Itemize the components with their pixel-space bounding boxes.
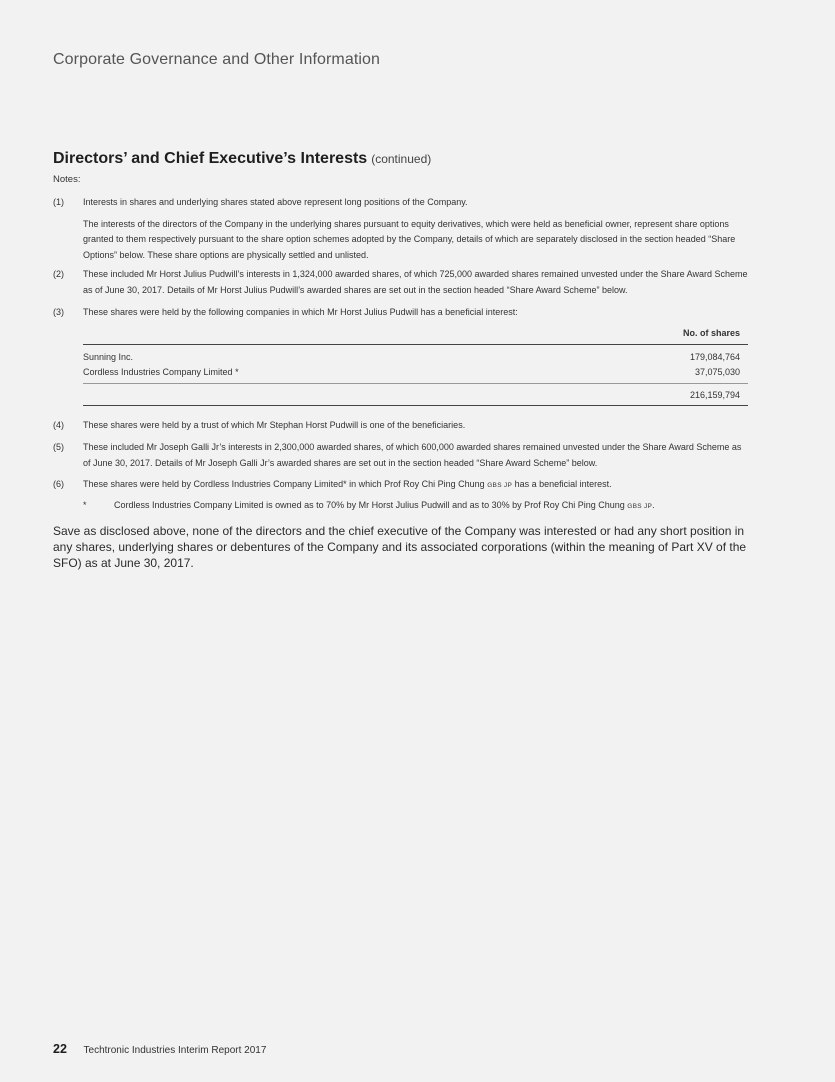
- note-paragraph: Interests in shares and underlying shares stated above represent long positions of the Company.: [83, 197, 468, 207]
- share-count: 179,084,764: [689, 352, 740, 362]
- table-row: [83, 350, 748, 365]
- note-paragraph: These included Mr Joseph Galli Jr’s interests in 2,300,000 awarded shares, of which 600,000 awarded shares remained unvested under the Share Award Scheme as of June 30, 2017. Details of Mr Joseph Galli Jr’s awarded shares are set out in the section headed “Share Award Scheme” below.: [83, 442, 742, 468]
- honours-suffix: GBS JP: [487, 482, 513, 489]
- note-5: [53, 440, 748, 471]
- asterisk-marker: *: [83, 500, 87, 510]
- section-title-text: Directors’ and Chief Executive’s Interests: [53, 150, 368, 167]
- note-number: (2): [53, 269, 64, 279]
- shares-table: [83, 328, 748, 406]
- note-paragraph: These included Mr Horst Julius Pudwill’s interests in 1,324,000 awarded shares, of which 725,000 awarded shares remained unvested under the Share Award Scheme as of June 30, 2017. Details of Mr Horst Julius Pudwill’s awarded shares are set out in the section headed “Share Award Scheme” below.: [83, 269, 748, 295]
- company-name: Cordless Industries Company Limited *: [83, 367, 239, 377]
- note-4: [53, 418, 748, 434]
- note-number: (1): [53, 197, 64, 207]
- note-6: [53, 477, 748, 494]
- company-name: Sunning Inc.: [83, 352, 134, 362]
- page-number: 22: [53, 1042, 67, 1056]
- table-total: 216,159,794: [83, 384, 748, 406]
- summary-paragraph: Save as disclosed above, none of the directors and the chief executive of the Company was interested or had any short position in any shares, underlying shares or debentures of the Company and its associated corporations (within the meaning of Part XV of the SFO) as at June 30, 2017.: [53, 524, 747, 570]
- footnote-text: Cordless Industries Company Limited is owned as to 70% by Mr Horst Julius Pudwill and as to 30% by Prof Roy Chi Ping Chung: [114, 500, 628, 510]
- note-text: has a beneficial interest.: [512, 479, 612, 489]
- note-2: [53, 267, 748, 298]
- continued-label: (continued): [371, 152, 432, 166]
- section-title: [53, 150, 431, 168]
- table-header-no-of-shares: No. of shares: [83, 328, 748, 345]
- note-number: (5): [53, 442, 64, 452]
- publication-title: Techtronic Industries Interim Report 2017: [83, 1045, 267, 1056]
- notes-label: Notes:: [53, 174, 81, 185]
- note-3: [53, 305, 748, 321]
- page-footer: [53, 1042, 266, 1056]
- honours-suffix: GBS JP: [627, 503, 653, 510]
- table-row: [83, 365, 748, 380]
- note-paragraph: These shares were held by a trust of which Mr Stephan Horst Pudwill is one of the beneficiaries.: [83, 420, 466, 430]
- note-paragraph: These shares were held by the following companies in which Mr Horst Julius Pudwill has a beneficial interest:: [83, 307, 518, 317]
- note-number: (3): [53, 307, 64, 317]
- note-number: (6): [53, 479, 64, 489]
- note-text: These shares were held by Cordless Industries Company Limited* in which Prof Roy Chi Ping Chung: [83, 479, 488, 489]
- running-header-title: Corporate Governance and Other Information: [53, 51, 381, 68]
- note-paragraph: The interests of the directors of the Company in the underlying shares pursuant to equity derivatives, which were held as beneficial owner, represent share options granted to them respectively pursuant to the share option schemes adopted by the Company, details of which are separately disclosed in the section headed “Share Options” below. These share options are physically settled and unlisted.: [83, 218, 736, 260]
- note-1: [53, 195, 748, 263]
- asterisk-footnote: [83, 500, 748, 510]
- note-paragraph: [83, 477, 748, 494]
- footnote-text: .: [652, 500, 655, 510]
- share-count: 37,075,030: [694, 367, 740, 377]
- note-number: (4): [53, 420, 64, 430]
